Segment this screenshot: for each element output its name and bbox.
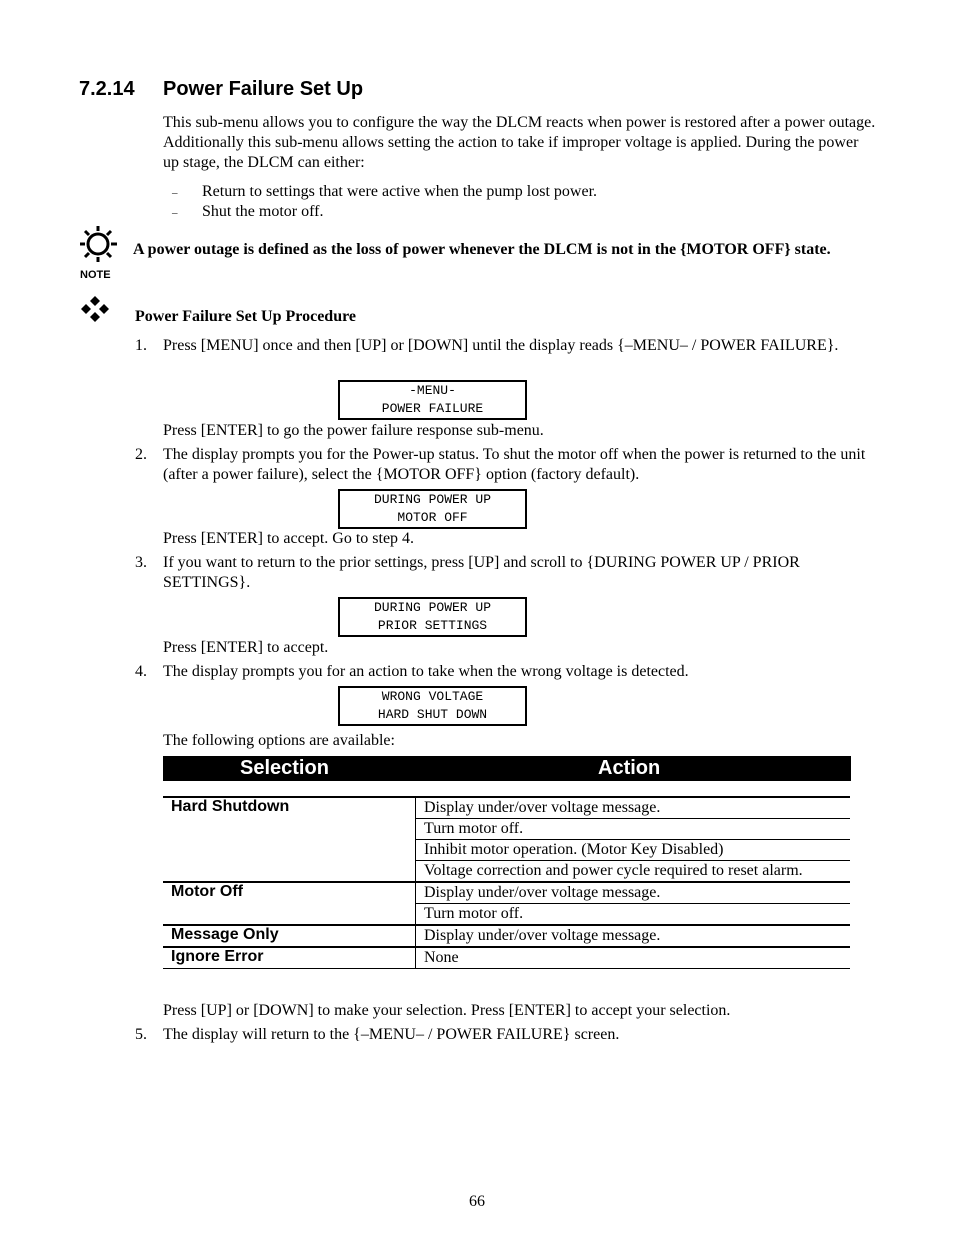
step-text: The display will return to the {–MENU– / POWER FAILURE} screen. [163, 1026, 620, 1043]
procedure-title: Power Failure Set Up Procedure [135, 308, 356, 325]
step-text: If you want to return to the prior settings, press [UP] and scroll to {DURING POWER UP / PRIOR SETTINGS}. [163, 554, 800, 591]
section-heading [79, 78, 363, 101]
table-row [163, 904, 850, 926]
table-row [163, 861, 850, 883]
procedure-diamonds-icon [80, 295, 110, 325]
step-number: 4. [135, 663, 147, 680]
intro-paragraph: This sub-menu allows you to configure the way the DLCM reacts when power is restored after a power outage. Additionally this sub-menu allows setting the action to take if improper voltage is applied. During the power up stage, the DLCM can either: [163, 114, 876, 171]
step-followup: Press [ENTER] to go the power failure response sub-menu. [163, 422, 544, 439]
table-row [163, 882, 850, 904]
table-row [163, 840, 850, 861]
table-row [163, 797, 850, 819]
action-cell: Voltage correction and power cycle required to reset alarm. [416, 861, 851, 883]
section-title: Power Failure Set Up [163, 78, 364, 100]
selection-cell [163, 904, 416, 926]
note-lightbulb-icon [78, 224, 120, 280]
lcd-line: DURING POWER UP [373, 492, 492, 507]
step-text: The display prompts you for an action to take when the wrong voltage is detected. [163, 663, 689, 680]
selection-cell: Ignore Error [163, 947, 416, 969]
options-table-header [163, 756, 851, 781]
lcd-line: WRONG VOLTAGE [381, 689, 484, 704]
step-followup: Press [ENTER] to accept. [163, 639, 329, 656]
lcd-line: -MENU- [409, 383, 456, 398]
step-followup: Press [ENTER] to accept. Go to step 4. [163, 530, 415, 547]
lcd-line: MOTOR OFF [397, 510, 468, 525]
selection-cell [163, 861, 416, 883]
action-cell: Turn motor off. [416, 904, 851, 926]
lcd-line: HARD SHUT DOWN [377, 707, 488, 722]
action-cell: None [416, 947, 851, 969]
note-text: A power outage is defined as the loss of power whenever the DLCM is not in the {MOTOR OFF} state. [133, 241, 831, 258]
selection-instruction: Press [UP] or [DOWN] to make your selection. Press [ENTER] to accept your selection. [163, 1002, 731, 1019]
lcd-display [338, 597, 527, 637]
lcd-display [338, 489, 527, 529]
table-row [163, 925, 850, 947]
selection-cell: Motor Off [163, 882, 416, 904]
table-row [163, 819, 850, 840]
action-cell: Turn motor off. [416, 819, 851, 840]
step-followup: The following options are available: [163, 732, 395, 749]
step-number: 3. [135, 554, 147, 571]
selection-cell [163, 819, 416, 840]
selection-cell [163, 840, 416, 861]
step-text: Press [MENU] once and then [UP] or [DOWN] until the display reads {–MENU– / POWER FAILURE}. [163, 337, 839, 354]
lcd-line: PRIOR SETTINGS [377, 618, 488, 633]
note-icon-label: NOTE [80, 269, 111, 281]
bullet-marker: – [172, 187, 178, 199]
action-cell: Display under/over voltage message. [416, 925, 851, 947]
section-number: 7.2.14 [79, 78, 135, 100]
action-cell: Inhibit motor operation. (Motor Key Disabled) [416, 840, 851, 861]
action-cell: Display under/over voltage message. [416, 882, 851, 904]
action-cell: Display under/over voltage message. [416, 797, 851, 819]
selection-cell: Hard Shutdown [163, 797, 416, 819]
table-row [163, 947, 850, 969]
bullet-item: Shut the motor off. [202, 203, 324, 220]
bullet-item: Return to settings that were active when the pump lost power. [202, 183, 598, 200]
lcd-line: POWER FAILURE [381, 401, 484, 416]
lcd-display [338, 686, 527, 726]
lcd-display [338, 380, 527, 420]
options-table [163, 796, 850, 969]
step-number: 1. [135, 337, 147, 354]
header-selection: Selection [240, 757, 329, 779]
step-number: 5. [135, 1026, 147, 1043]
lcd-line: DURING POWER UP [373, 600, 492, 615]
header-action: Action [598, 757, 661, 779]
step-number: 2. [135, 446, 147, 463]
selection-cell: Message Only [163, 925, 416, 947]
bullet-marker: – [172, 207, 178, 219]
page-number: 66 [469, 1193, 485, 1210]
step-text: The display prompts you for the Power-up status. To shut the motor off when the power is returned to the unit (after a power failure), select the {MOTOR OFF} option (factory default). [163, 446, 866, 483]
